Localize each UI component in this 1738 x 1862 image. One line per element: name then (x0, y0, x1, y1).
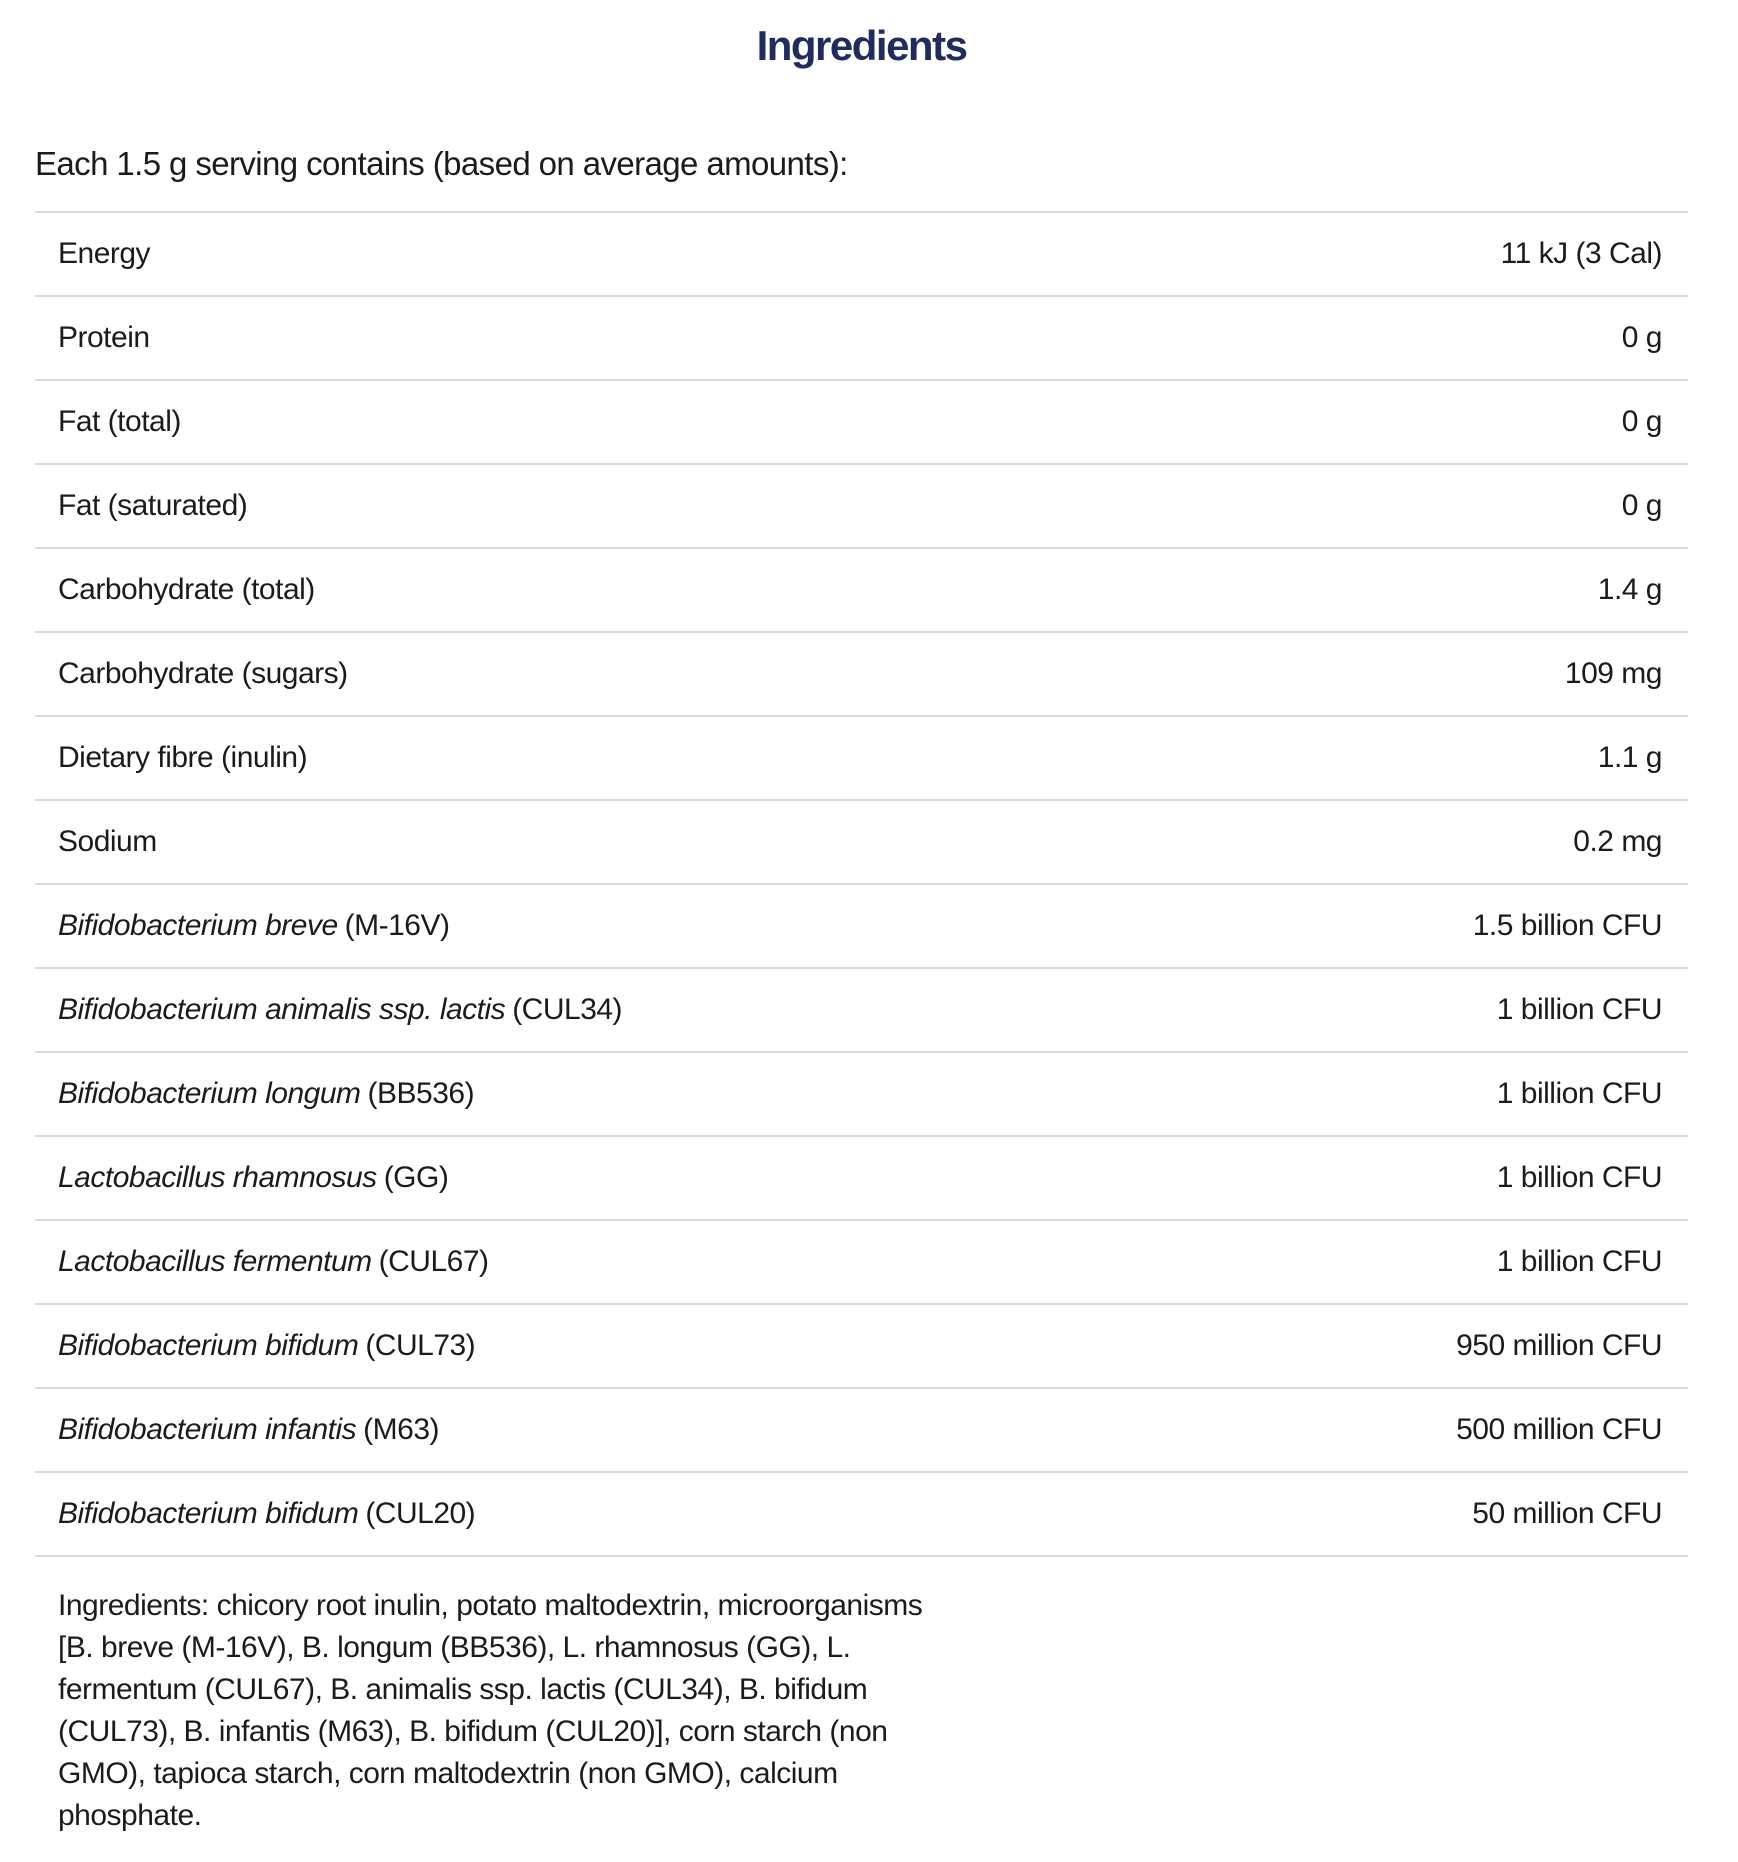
nutrient-label (58, 1161, 448, 1195)
nutrition-row (35, 633, 1688, 717)
nutrient-label (58, 825, 157, 859)
nutrition-row (35, 297, 1688, 381)
nutrient-name: Fat (total) (58, 405, 181, 438)
nutrient-value: 109 mg (1564, 657, 1662, 690)
nutrient-value: 1 billion CFU (1496, 993, 1662, 1026)
nutrient-value: 500 million CFU (1456, 1413, 1662, 1446)
nutrition-row (35, 549, 1688, 633)
ingredients-list-line: Ingredients: chicory root inulin, potato maltodextrin, microorganisms (58, 1589, 923, 1622)
nutrient-label (58, 1413, 439, 1447)
nutrient-name: Carbohydrate (total) (58, 573, 315, 606)
nutrient-label (58, 1497, 475, 1531)
nutrient-value: 11 kJ (3 Cal) (1500, 237, 1662, 270)
nutrient-value: 0 g (1621, 405, 1662, 438)
nutrition-row (35, 381, 1688, 465)
nutrition-row (35, 1221, 1688, 1305)
nutrition-row (35, 465, 1688, 549)
nutrient-name: Carbohydrate (sugars) (58, 657, 348, 690)
nutrient-value: 1 billion CFU (1496, 1245, 1662, 1278)
nutrient-name: Dietary fibre (inulin) (58, 741, 308, 774)
nutrition-row (35, 1473, 1688, 1557)
nutrient-name: Bifidobacterium infantis (58, 1413, 357, 1446)
nutrient-value: 1 billion CFU (1496, 1161, 1662, 1194)
nutrient-label (58, 993, 622, 1027)
nutrient-value: 950 million CFU (1456, 1329, 1662, 1362)
nutrition-row (35, 1137, 1688, 1221)
ingredients-list-line: [B. breve (M-16V), B. longum (BB536), L. rhamnosus (GG), L. (58, 1631, 851, 1664)
nutrient-value: 0.2 mg (1573, 825, 1662, 858)
ingredients-list-line: phosphate. (58, 1799, 202, 1832)
ingredients-list-line: fermentum (CUL67), B. animalis ssp. lactis (CUL34), B. bifidum (58, 1673, 868, 1706)
nutrient-value: 50 million CFU (1472, 1497, 1662, 1530)
ingredients-list-paragraph (35, 1585, 1688, 1837)
nutrient-value: 1 billion CFU (1496, 1077, 1662, 1110)
strain-code: (CUL73) (365, 1329, 476, 1362)
nutrient-name: Bifidobacterium bifidum (58, 1497, 359, 1530)
nutrient-label (58, 573, 315, 607)
nutrient-label (58, 1329, 475, 1363)
nutrient-value: 0 g (1621, 321, 1662, 354)
strain-code: (CUL34) (512, 993, 623, 1026)
nutrition-table (35, 211, 1688, 1557)
ingredients-list-line: GMO), tapioca starch, corn maltodextrin (non GMO), calcium (58, 1757, 838, 1790)
ingredients-list-line: (CUL73), B. infantis (M63), B. bifidum (CUL20)], corn starch (non (58, 1715, 888, 1748)
nutrient-name: Energy (58, 237, 151, 270)
nutrient-value: 1.1 g (1597, 741, 1662, 774)
nutrient-value: 0 g (1621, 489, 1662, 522)
nutrient-name: Protein (58, 321, 150, 354)
nutrition-row (35, 969, 1688, 1053)
serving-statement: Each 1.5 g serving contains (based on average amounts): (35, 145, 848, 182)
nutrition-row (35, 1389, 1688, 1473)
nutrient-name: Lactobacillus fermentum (58, 1245, 372, 1278)
nutrient-name: Bifidobacterium longum (58, 1077, 361, 1110)
nutrient-label (58, 489, 247, 523)
page-title: Ingredients (756, 22, 967, 69)
nutrient-name: Sodium (58, 825, 157, 858)
strain-code: (CUL20) (365, 1497, 476, 1530)
strain-code: (GG) (383, 1161, 449, 1194)
nutrition-row (35, 1053, 1688, 1137)
nutrient-label (58, 657, 348, 691)
nutrient-name: Fat (saturated) (58, 489, 248, 522)
nutrition-row (35, 717, 1688, 801)
nutrient-label (58, 405, 181, 439)
nutrition-row (35, 213, 1688, 297)
nutrient-name: Bifidobacterium animalis ssp. lactis (58, 993, 506, 1026)
nutrient-label (58, 1245, 489, 1279)
nutrient-value: 1.4 g (1597, 573, 1662, 606)
nutrient-value: 1.5 billion CFU (1472, 909, 1662, 942)
nutrient-label (58, 909, 450, 943)
nutrition-row (35, 801, 1688, 885)
strain-code: (M-16V) (344, 909, 450, 942)
nutrient-name: Bifidobacterium breve (58, 909, 338, 942)
strain-code: (CUL67) (378, 1245, 489, 1278)
strain-code: (M63) (363, 1413, 439, 1446)
nutrition-row (35, 885, 1688, 969)
nutrition-row (35, 1305, 1688, 1389)
nutrient-label (58, 1077, 474, 1111)
nutrient-name: Lactobacillus rhamnosus (58, 1161, 377, 1194)
nutrient-label (58, 237, 150, 271)
nutrient-label (58, 741, 307, 775)
strain-code: (BB536) (367, 1077, 475, 1110)
nutrient-name: Bifidobacterium bifidum (58, 1329, 359, 1362)
nutrient-label (58, 321, 150, 355)
